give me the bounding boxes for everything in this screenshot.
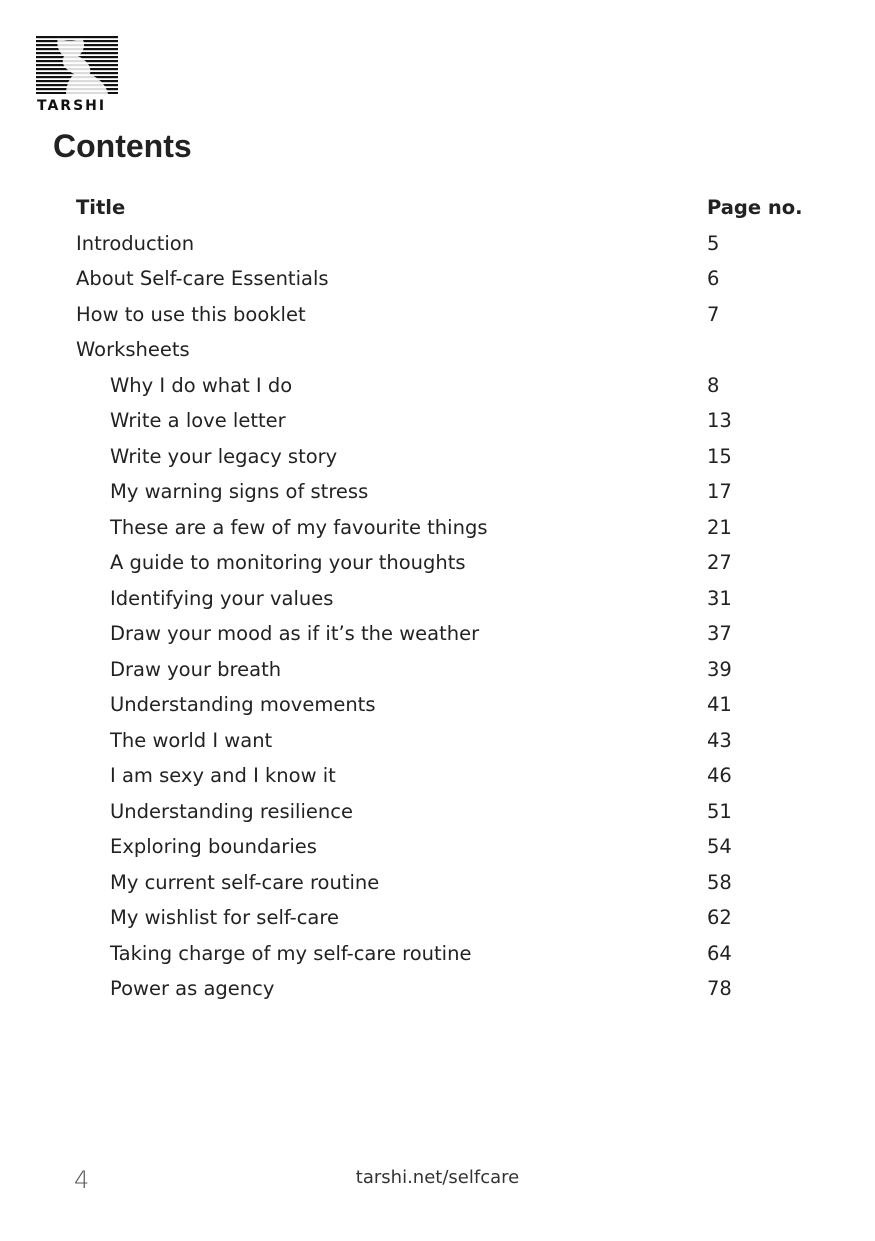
toc-entry xyxy=(76,368,836,404)
toc-entry-page: 43 xyxy=(707,728,732,752)
toc-entry-page: 62 xyxy=(707,906,732,929)
toc-entry-page: 78 xyxy=(707,977,732,1000)
logo-wordmark: TARSHI xyxy=(37,98,107,114)
toc-entry-title: I am sexy and I know it xyxy=(110,764,336,787)
toc-entry-title: My current self-care routine xyxy=(110,870,380,894)
toc-entry-title: Introduction xyxy=(76,231,195,255)
toc-entry-title: Why I do what I do xyxy=(110,373,293,397)
toc-entry-page: 39 xyxy=(707,657,732,681)
logo-mark xyxy=(36,36,118,94)
toc-entry-title: Write your legacy story xyxy=(110,444,338,468)
toc-entry-title: How to use this booklet xyxy=(76,302,306,326)
toc-entry-title: Identifying your values xyxy=(110,586,334,610)
toc-entry xyxy=(76,652,836,688)
toc-entry xyxy=(76,474,836,510)
toc-entry-page: 13 xyxy=(707,409,732,432)
table-of-contents xyxy=(76,190,836,1007)
toc-entry-title: A guide to monitoring your thoughts xyxy=(110,551,466,574)
toc-entry-page: 54 xyxy=(707,835,732,858)
toc-entry-page: 21 xyxy=(707,515,732,539)
toc-entry xyxy=(76,332,836,368)
toc-entry-title: About Self-care Essentials xyxy=(76,267,329,290)
toc-entry xyxy=(76,971,836,1007)
toc-entry xyxy=(76,758,836,794)
toc-header-row xyxy=(76,190,836,226)
toc-entry-title: Worksheets xyxy=(76,338,190,361)
toc-entry xyxy=(76,900,836,936)
toc-entry xyxy=(76,829,836,865)
toc-entry-title: Understanding resilience xyxy=(110,799,353,823)
toc-entry xyxy=(76,723,836,759)
toc-entry xyxy=(76,439,836,475)
page-number: 4 xyxy=(74,1166,90,1194)
toc-entry-title: Understanding movements xyxy=(110,693,376,716)
toc-entry-page: 6 xyxy=(707,267,720,290)
toc-entry-title: Exploring boundaries xyxy=(110,835,317,858)
toc-entry-title: The world I want xyxy=(110,728,273,752)
toc-entry xyxy=(76,510,836,546)
toc-entry-page: 31 xyxy=(707,586,732,610)
toc-entry-page: 64 xyxy=(707,941,732,965)
toc-entry-title: Taking charge of my self-care routine xyxy=(110,941,472,965)
toc-entry xyxy=(76,865,836,901)
toc-entry-page: 46 xyxy=(707,764,732,787)
footer-url: tarshi.net/selfcare xyxy=(355,1167,520,1188)
toc-entry-title: Write a love letter xyxy=(110,409,286,432)
toc-entry xyxy=(76,794,836,830)
toc-entry-page: 27 xyxy=(707,551,732,574)
toc-entry xyxy=(76,226,836,262)
toc-entry-page: 15 xyxy=(707,444,732,468)
toc-entry-title: Draw your breath xyxy=(110,657,282,681)
tarshi-logo xyxy=(36,36,118,116)
toc-entry xyxy=(76,545,836,581)
toc-entry-title: My wishlist for self-care xyxy=(110,906,339,929)
toc-entry-page: 41 xyxy=(707,693,732,716)
toc-header-title: Title xyxy=(76,196,126,219)
page-title: Contents xyxy=(53,128,192,164)
toc-entry xyxy=(76,936,836,972)
toc-header-page: Page no. xyxy=(707,196,803,219)
toc-entry xyxy=(76,687,836,723)
toc-entry-title: My warning signs of stress xyxy=(110,480,369,503)
toc-entry-page: 5 xyxy=(707,231,720,255)
toc-entry-page: 51 xyxy=(707,799,732,823)
toc-entry xyxy=(76,581,836,617)
toc-entry-page: 17 xyxy=(707,480,732,503)
toc-entry-page: 58 xyxy=(707,870,732,894)
toc-entry-title: These are a few of my favourite things xyxy=(110,515,488,539)
toc-entry-page: 8 xyxy=(707,373,720,397)
toc-entry xyxy=(76,297,836,333)
toc-entry-page: 7 xyxy=(707,302,720,326)
toc-entry xyxy=(76,403,836,439)
toc-entry-page: 37 xyxy=(707,622,732,645)
toc-entry-title: Draw your mood as if it’s the weather xyxy=(110,622,480,645)
toc-entry xyxy=(76,616,836,652)
toc-entry xyxy=(76,261,836,297)
toc-entry-title: Power as agency xyxy=(110,977,275,1000)
